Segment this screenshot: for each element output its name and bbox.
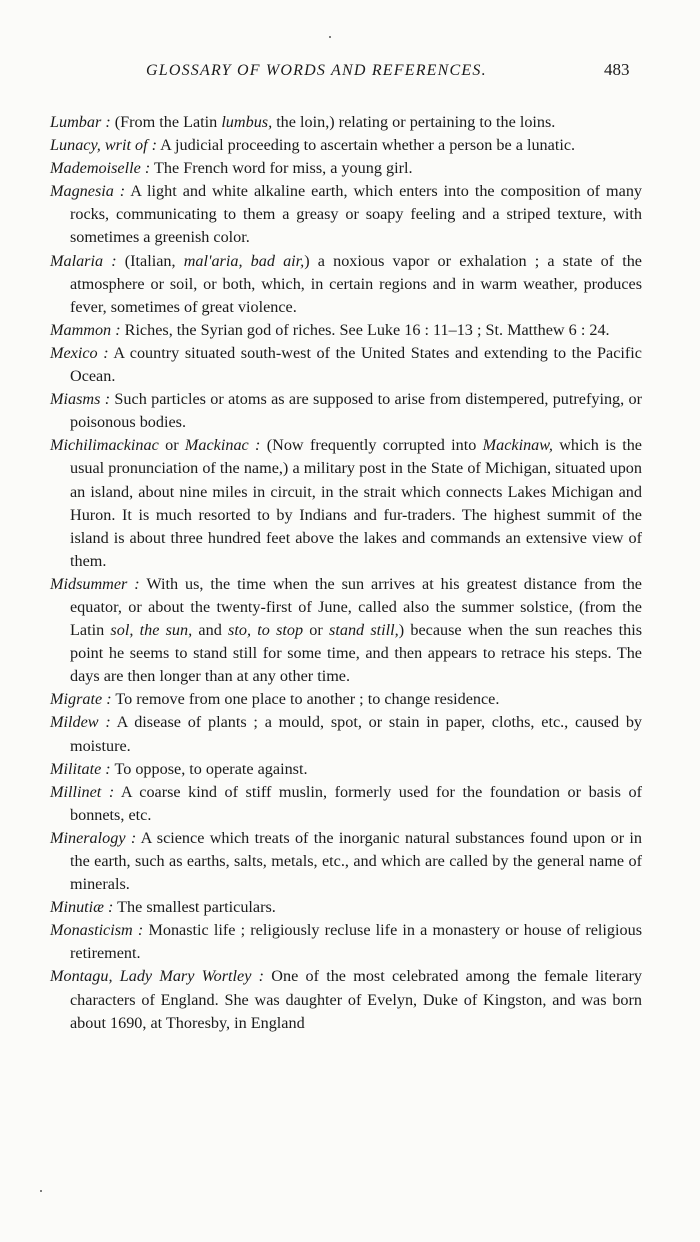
entry-term: Mexico : [50, 343, 109, 362]
entry-definition-text: or [158, 436, 185, 455]
entry-italic-text: Mackinaw, [482, 436, 553, 455]
entry-definition-text: The French word for miss, a young girl. [150, 159, 413, 178]
glossary-entry [50, 965, 642, 1034]
entry-definition-text: Riches, the Syrian god of riches. See Luke 16 : 11–13 ; St. Matthew 6 : 24. [120, 320, 610, 339]
glossary-entry [50, 111, 642, 134]
glossary-entry [50, 688, 642, 711]
entry-definition-text: With us, the time when the sun arrives at his greatest distance from the equator, or about the twenty-first of June, called also the summer solstice, (from the Latin [70, 574, 642, 640]
entry-definition-text: A light and white alkaline earth, which enters into the composition of many rocks, communicating to them a greasy or soapy feeling and a striped texture, with sometimes a greenish color. [70, 182, 642, 247]
entry-definition-text: ) because when the sun reaches this point he seems to stand still for some time, and then appears to retrace his steps. The days are then longer than at any other time. [70, 621, 643, 686]
glossary-entry [50, 781, 642, 827]
entry-definition-text: and [192, 621, 229, 640]
entry-term: Michilimackinac [50, 436, 159, 455]
entry-italic-text: stand still, [329, 621, 399, 640]
entry-definition-text: (From the Latin [110, 113, 222, 131]
entry-term: Malaria : [50, 251, 117, 270]
glossary-entry [50, 573, 642, 688]
glossary-entry [50, 319, 642, 342]
entry-italic-text: lumbus, [221, 113, 273, 131]
entry-definition-text: The smallest particulars. [113, 898, 276, 917]
entry-definition-text: To oppose, to operate against. [110, 759, 308, 778]
entry-italic-text: Mackinac : [184, 436, 261, 455]
print-speck [40, 1190, 42, 1192]
entry-definition-text: Monastic life ; religiously recluse life in a monastery or house of religious retirement. [70, 921, 643, 963]
entry-definition-text: To remove from one place to another ; to change residence. [111, 690, 500, 709]
entry-term: Mineralogy : [50, 828, 137, 847]
entry-definition-text: the loin,) relating or pertaining to the loins. [272, 113, 556, 131]
glossary-entry [50, 134, 642, 157]
glossary-entry [50, 758, 642, 781]
entry-definition-text: (Now frequently corrupted into [260, 436, 483, 455]
entry-term: Militate : [50, 759, 111, 778]
entry-term: Mammon : [50, 320, 121, 339]
entry-definition-text: or [303, 621, 330, 640]
entry-term: Migrate : [50, 690, 112, 709]
glossary-entry [50, 896, 642, 919]
entry-term: Midsummer : [50, 574, 140, 593]
entry-term: Mademoiselle : [50, 159, 151, 178]
entry-italic-text: sol, the sun, [110, 621, 193, 640]
entry-definition-text: which is the usual pronunciation of the name,) a military post in the State of Michigan, situated upon an island, about nine miles in circuit, in the strait which connects Lakes Michigan and Huron. It is much resorted to by Indians and fur-traders. The highest summit of the island is about three hundred feet above the lakes and commands an extensive view of them. [70, 436, 642, 570]
entry-term: Monasticism : [50, 921, 144, 940]
running-title: GLOSSARY OF WORDS AND REFERENCES. [146, 62, 487, 79]
glossary-entry [50, 180, 642, 249]
entry-term: Lunacy, writ of : [50, 136, 158, 155]
entry-term: Miasms : [50, 390, 111, 409]
entry-definition-text: One of the most celebrated among the female literary characters of England. She was daughter of Evelyn, Duke of Kingston, and was born about 1690, at Thoresby, in England [70, 967, 642, 1032]
glossary-entry [50, 250, 642, 319]
entry-definition-text: ) a noxious vapor or exhalation ; a state of the atmosphere or soil, or both, which, in certain regions and in warm weather, produces fever, sometimes of great violence. [70, 251, 642, 316]
entry-definition-text: Such particles or atoms as are supposed to arise from distempered, putrefying, or poisonous bodies. [70, 390, 642, 432]
glossary-entry [50, 919, 642, 965]
entry-definition-text: A country situated south-west of the United States and extending to the Pacific Ocean. [70, 343, 642, 386]
entry-definition-text: A science which treats of the inorganic natural substances found upon or in the earth, such as earths, salts, metals, etc., and which are called by the general name of minerals. [70, 828, 642, 894]
glossary-entry [50, 342, 642, 388]
entry-term: Millinet : [50, 782, 115, 801]
glossary-entry [50, 827, 642, 896]
page-header [0, 62, 700, 86]
entry-definition-text: A disease of plants ; a mould, spot, or stain in paper, cloths, etc., caused by moisture. [70, 713, 643, 755]
entry-definition-text: A coarse kind of stiff muslin, formerly used for the foundation or basis of bonnets, etc. [70, 782, 643, 824]
entry-definition-text: (Italian, [116, 251, 184, 270]
entry-italic-text: sto, to stop [228, 621, 304, 640]
print-speck [329, 36, 331, 38]
entry-term: Lumbar : [50, 113, 111, 131]
glossary-entries [50, 111, 642, 1035]
entry-term: Mildew : [50, 713, 111, 732]
page-number: 483 [604, 60, 630, 79]
entry-term: Minutiæ : [50, 898, 114, 917]
glossary-entry [50, 388, 642, 434]
entry-definition-text: A judicial proceeding to ascertain whether a person be a lunatic. [157, 136, 576, 155]
glossary-entry [50, 434, 642, 573]
entry-term: Montagu, Lady Mary Wortley : [50, 967, 265, 986]
entry-term: Magnesia : [50, 182, 126, 201]
glossary-entry [50, 157, 642, 180]
entry-italic-text: mal'aria, bad air, [183, 251, 305, 270]
glossary-entry [50, 711, 642, 757]
